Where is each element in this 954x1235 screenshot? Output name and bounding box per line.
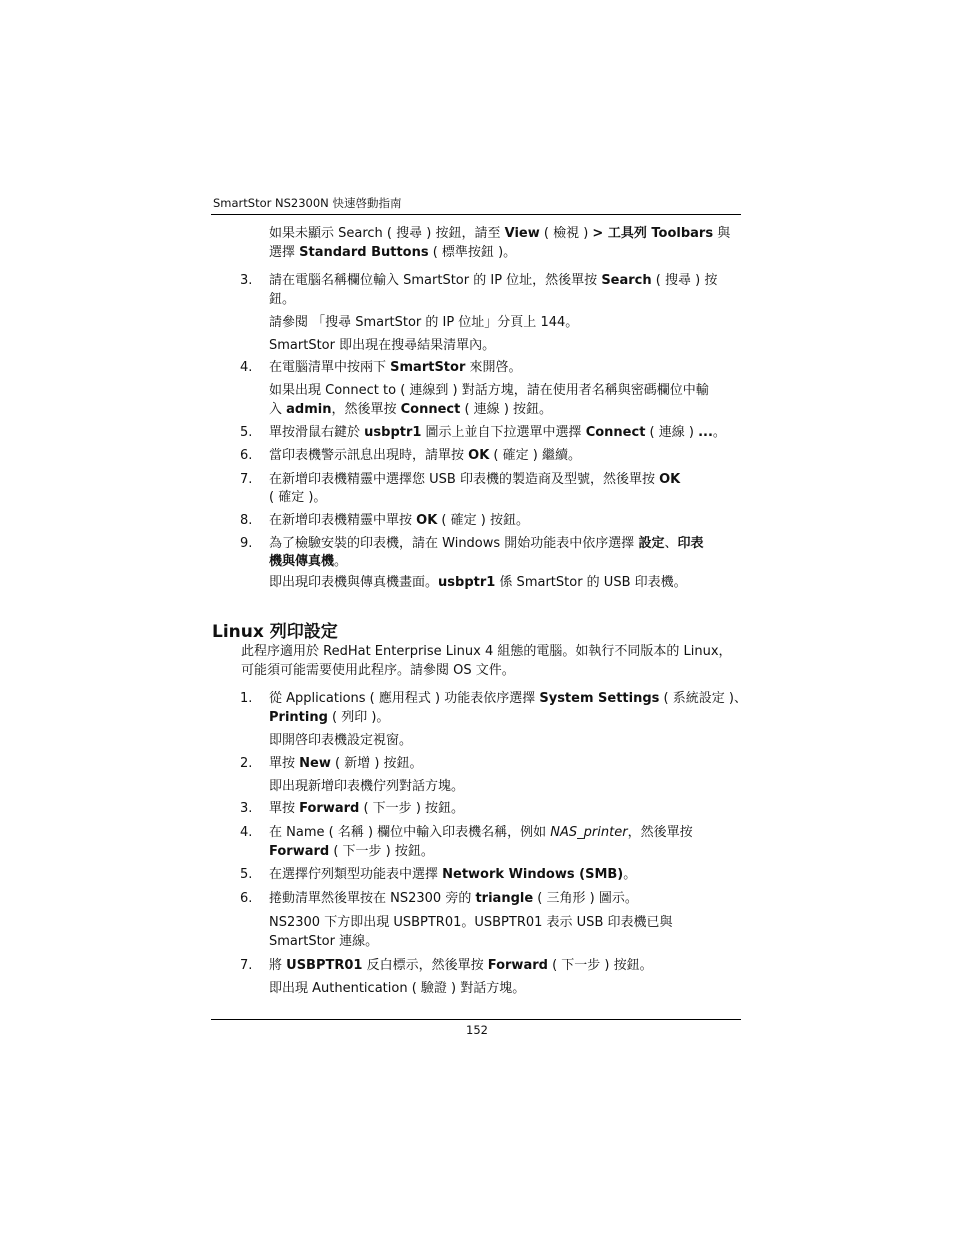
text-run: SmartStor 連線。 — [269, 934, 379, 949]
step-line — [269, 843, 434, 861]
text-run: 在新增印表機精靈中單按 — [269, 513, 417, 528]
intro-line — [241, 662, 515, 680]
step-line — [269, 553, 347, 571]
text-run: 即出現印表機與傳真機畫面。 — [269, 575, 439, 590]
text-run: 單按 — [269, 801, 300, 816]
text-run: 。 — [334, 554, 348, 569]
step-number: 3. — [240, 273, 253, 288]
text-run: ( 連線 ) — [645, 425, 699, 440]
intro-line — [241, 643, 732, 661]
bold-term: SmartStor — [390, 360, 466, 375]
text-run: 當印表機警示訊息出現時，請單按 — [269, 448, 469, 463]
step-note-line — [269, 933, 378, 951]
step-number: 6. — [240, 891, 253, 906]
step-number: 4. — [240, 825, 253, 840]
text-run: 從 Applications ( 應用程式 ) 功能表依序選擇 — [269, 691, 540, 706]
text-run: 與 — [713, 226, 731, 241]
step-line — [269, 489, 326, 507]
text-run: ( 搜尋 ) 按 — [651, 273, 718, 288]
text-run: ( 連線 ) 按鈕。 — [460, 402, 553, 417]
text-run: 捲動清單然後單按在 NS2300 旁的 — [269, 891, 476, 906]
step-line — [269, 709, 389, 727]
step-line — [269, 866, 636, 884]
step-line — [269, 291, 295, 309]
running-header: SmartStor NS2300N 快速啓動指南 — [213, 196, 402, 210]
step-line — [269, 800, 464, 818]
bold-term: New — [299, 756, 331, 771]
bold-term: Forward — [487, 958, 548, 973]
text-run: 來開啓。 — [465, 360, 522, 375]
bold-term: OK — [659, 472, 681, 487]
bold-term: usbptr1 — [364, 425, 422, 440]
bold-term: Forward — [269, 844, 330, 859]
bold-term: USBPTR01 — [286, 958, 363, 973]
text-run: ( 下一步 ) 按鈕。 — [547, 958, 653, 973]
intro-line — [269, 225, 730, 243]
bold-term: System Settings — [539, 691, 660, 706]
bold-term: > 工具列 Toolbars — [592, 226, 714, 241]
text-run: 、 — [664, 536, 678, 551]
step-line — [269, 447, 581, 465]
text-run: ( 確定 ) 按鈕。 — [437, 513, 529, 528]
footer-rule — [211, 1019, 741, 1020]
text-run: ( 下一步 ) 按鈕。 — [359, 801, 465, 816]
text-run: 入 — [269, 402, 287, 417]
bold-term: 印表 — [677, 536, 704, 551]
step-line — [269, 359, 522, 377]
text-run: 將 — [269, 958, 287, 973]
text-run: 為了檢驗安裝的印表機，請在 Windows 開始功能表中依序選擇 — [269, 536, 639, 551]
step-line — [269, 755, 423, 773]
step-note-line — [269, 778, 464, 796]
step-number: 9. — [240, 536, 253, 551]
step-number: 7. — [240, 472, 253, 487]
step-number: 2. — [240, 756, 253, 771]
text-run: 係 SmartStor 的 USB 印表機。 — [495, 575, 687, 590]
bold-term: Printing — [269, 710, 328, 725]
text-run: 可能須可能需要使用此程序。請參閱 OS 文件。 — [241, 663, 515, 678]
text-run: ( 確定 ) 繼續。 — [489, 448, 581, 463]
step-number: 8. — [240, 513, 253, 528]
text-run: 。 — [623, 867, 637, 882]
bold-term: Search — [601, 273, 652, 288]
text-run: 。 — [712, 425, 726, 440]
step-note-line — [269, 732, 412, 750]
text-run: ( 確定 )。 — [269, 490, 327, 505]
step-line — [269, 890, 638, 908]
text-run: 鈕。 — [269, 292, 296, 307]
text-run: 如果未顯示 Search ( 搜尋 ) 按鈕，請至 — [269, 226, 505, 241]
text-run: 即開啓印表機設定視窗。 — [269, 733, 413, 748]
page-number: 152 — [466, 1023, 488, 1037]
text-run: 請參閱 「搜尋 SmartStor 的 IP 位址」分頁上 144。 — [269, 315, 579, 330]
text-run: ，然後單按 — [627, 825, 693, 840]
text-run: 如果出現 Connect to ( 連線到 ) 對話方塊，請在使用者名稱與密碼欄位中輸 — [269, 383, 709, 398]
text-run: 圖示上並自下拉選單中選擇 — [421, 425, 586, 440]
bold-term: admin — [286, 402, 332, 417]
bold-term: Connect — [585, 425, 646, 440]
bold-term: triangle — [475, 891, 534, 906]
text-run: 即出現 Authentication ( 驗證 ) 對話方塊。 — [269, 981, 526, 996]
text-run: 在電腦清單中按兩下 — [269, 360, 391, 375]
text-run: ( 新增 ) 按鈕。 — [330, 756, 423, 771]
step-note-line — [269, 314, 578, 332]
text-run: 單按 — [269, 756, 300, 771]
text-run: 選擇 — [269, 245, 300, 260]
bold-term: Connect — [400, 402, 461, 417]
intro-line — [269, 244, 516, 262]
text-run: ，然後單按 — [331, 402, 401, 417]
bold-term: OK — [416, 513, 438, 528]
text-run: 請在電腦名稱欄位輸入 SmartStor 的 IP 位址，然後單按 — [269, 273, 602, 288]
bold-term: Standard Buttons — [299, 245, 429, 260]
step-line — [269, 424, 726, 442]
step-note-line — [269, 980, 525, 998]
text-run: ( 標準按鈕 )。 — [428, 245, 517, 260]
step-number: 7. — [240, 958, 253, 973]
text-run: 在新增印表機精靈中選擇您 USB 印表機的製造商及型號，然後單按 — [269, 472, 660, 487]
text-run: ( 列印 )。 — [327, 710, 390, 725]
text-run: ( 下一步 ) 按鈕。 — [329, 844, 434, 859]
step-line — [269, 824, 693, 842]
text-run: ( 檢視 ) — [539, 226, 593, 241]
text-run: ( 系統設定 )、 — [659, 691, 747, 706]
text-run: 此程序適用於 RedHat Enterprise Linux 4 組態的電腦。如執行不同版本的 Linux， — [241, 644, 732, 659]
bold-term: OK — [468, 448, 490, 463]
bold-term: 設定 — [638, 536, 665, 551]
bold-term: View — [504, 226, 540, 241]
step-line — [269, 272, 717, 290]
step-number: 6. — [240, 448, 253, 463]
bold-term: Forward — [299, 801, 360, 816]
step-number: 3. — [240, 801, 253, 816]
section-heading: Linux 列印設定 — [212, 622, 338, 642]
bold-term: ... — [698, 425, 713, 440]
text-run: 在 Name ( 名稱 ) 欄位中輸入印表機名稱，例如 — [269, 825, 551, 840]
text-run: 單按滑鼠右鍵於 — [269, 425, 365, 440]
step-line — [269, 471, 680, 489]
step-line — [269, 690, 747, 708]
step-note-line — [269, 574, 687, 592]
text-run: 在選擇佇列類型功能表中選擇 — [269, 867, 443, 882]
step-line — [269, 535, 703, 553]
step-note-line — [269, 382, 709, 400]
step-number: 4. — [240, 360, 253, 375]
step-line — [269, 957, 653, 975]
text-run: 即出現新增印表機佇列對話方塊。 — [269, 779, 465, 794]
step-note-line — [269, 914, 673, 932]
italic-term: NAS_printer — [550, 825, 628, 840]
bold-term: 機與傳真機 — [269, 554, 335, 569]
step-note-line — [269, 401, 552, 419]
step-note-line — [269, 337, 495, 355]
text-run: SmartStor 即出現在搜尋結果清單內。 — [269, 338, 496, 353]
step-number: 1. — [240, 691, 253, 706]
step-line — [269, 512, 529, 530]
bold-term: Network Windows (SMB) — [442, 867, 624, 882]
text-run: NS2300 下方即出現 USBPTR01。USBPTR01 表示 USB 印表機已與 — [269, 915, 673, 930]
step-number: 5. — [240, 425, 253, 440]
text-run: 反白標示，然後單按 — [362, 958, 488, 973]
text-run: ( 三角形 ) 圖示。 — [533, 891, 638, 906]
bold-term: usbptr1 — [438, 575, 496, 590]
step-number: 5. — [240, 867, 253, 882]
